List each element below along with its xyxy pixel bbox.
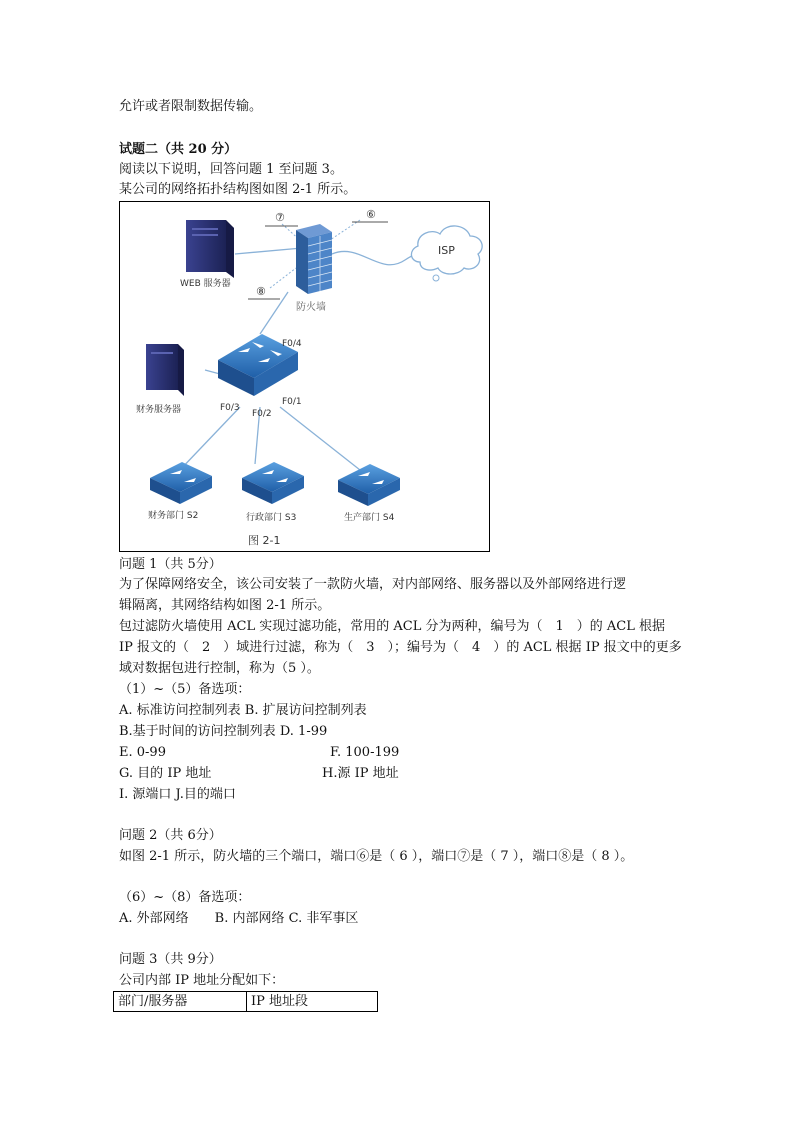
- web-server-icon: [186, 220, 234, 278]
- text-line: 包过滤防火墙使用 ACL 实现过滤功能，常用的 ACL 分为两种，编号为（ 1 ）的 ACL 根据: [119, 619, 665, 634]
- option-h: H.源 IP 地址: [322, 766, 399, 781]
- port6-label: ⑥: [366, 208, 376, 221]
- s3-label: 行政部门 S3: [246, 513, 297, 523]
- option-g: G. 目的 IP 地址: [119, 766, 212, 781]
- question-title: 问题 2（共 6分）: [119, 828, 222, 843]
- options-title: （6）~（8）备选项：: [119, 890, 251, 905]
- text-line: 公司内部 IP 地址分配如下：: [119, 973, 285, 988]
- table-header-cell: IP 地址段: [247, 992, 378, 1012]
- finance-server-label: 财务服务器: [136, 405, 182, 415]
- question-title: 问题 3（共 9分）: [119, 952, 222, 967]
- table-header-cell: 部门/服务器: [114, 992, 247, 1012]
- text-line: 域对数据包进行控制，称为（5 ）。: [119, 661, 320, 676]
- table-header-row: [114, 992, 378, 1012]
- firewall-label: 防火墙: [296, 302, 326, 313]
- port-f04-label: F0/4: [282, 339, 302, 349]
- text-line: 为了保障网络安全，该公司安装了一款防火墙，对内部网络、服务器以及外部网络进行逻: [119, 577, 627, 592]
- port-f02-label: F0/2: [252, 409, 272, 419]
- text-line: IP 报文的（ 2 ）域进行过滤，称为（ 3 ）；编号为（ 4 ）的 ACL 根据 IP 报文中的更多: [119, 640, 682, 655]
- web-server-label: WEB 服务器: [180, 279, 231, 289]
- port-f01-label: F0/1: [282, 397, 302, 407]
- text-line: 阅读以下说明，回答问题 1 至问题 3。: [119, 162, 343, 177]
- options-title: （1）~（5）备选项：: [119, 682, 251, 697]
- option-e: E. 0-99: [119, 745, 166, 760]
- port7-label: ⑦: [275, 211, 285, 224]
- switch-s2-icon: [150, 462, 212, 504]
- option-line: A. 标准访问控制列表 B. 扩展访问控制列表: [119, 703, 367, 718]
- port8-label: ⑧: [256, 285, 266, 298]
- figure-caption: 图 2-1: [248, 534, 281, 547]
- text-line: 某公司的网络拓扑结构图如图 2-1 所示。: [119, 182, 357, 197]
- s2-label: 财务部门 S2: [148, 511, 199, 521]
- s4-label: 生产部门 S4: [344, 513, 395, 523]
- question-title: 问题 1（共 5分）: [119, 557, 222, 572]
- option-line: A. 外部网络 B. 内部网络 C. 非军事区: [119, 911, 359, 926]
- switch-s4-icon: [338, 464, 400, 506]
- option-line: I. 源端口 J.目的端口: [119, 787, 236, 802]
- text-line: 辑隔离，其网络结构如图 2-1 所示。: [119, 598, 331, 613]
- option-f: F. 100-199: [330, 745, 400, 760]
- text-line: 如图 2-1 所示，防火墙的三个端口，端口⑥是（ 6 ），端口⑦是（ 7 ），端口⑧是（ 8 ）。: [119, 849, 634, 864]
- network-topology-figure: [119, 201, 490, 552]
- text-line: 允许或者限制数据传输。: [119, 99, 263, 114]
- switch-s3-icon: [242, 462, 304, 504]
- section-heading: 试题二（共 20 分）: [119, 142, 238, 157]
- firewall-icon: [296, 224, 332, 294]
- ip-allocation-table: [113, 991, 378, 1012]
- isp-label: ISP: [438, 244, 455, 257]
- option-line: B.基于时间的访问控制列表 D. 1-99: [119, 724, 328, 739]
- finance-server-icon: [146, 344, 184, 396]
- port-f03-label: F0/3: [220, 403, 240, 413]
